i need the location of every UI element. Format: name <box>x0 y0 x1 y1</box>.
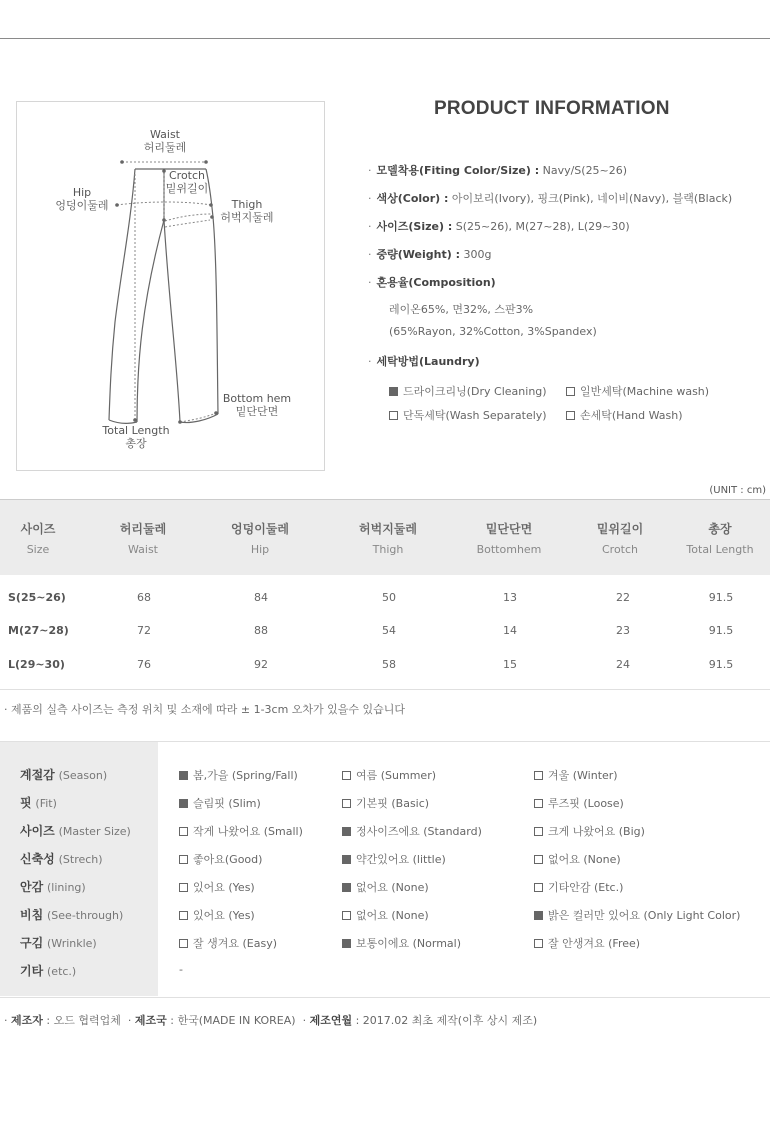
etc-label: 기타 (etc.) <box>20 964 77 978</box>
laundry-wash-separately: 단독세탁(Wash Separately) <box>389 409 547 423</box>
fit-option: 루즈핏 (Loose) <box>534 795 624 811</box>
header-bottomhem-en: Bottomhem <box>476 543 542 556</box>
total-length-cell: 91.5 <box>708 624 734 637</box>
thigh-cell: 58 <box>382 658 396 671</box>
header-waist-ko: 허리둘레 <box>119 522 167 536</box>
see-through-option: 없어요 (None) <box>342 907 429 923</box>
product-info-title: PRODUCT INFORMATION <box>434 98 670 119</box>
header-bottomhem-ko: 밑단단면 <box>485 522 533 536</box>
color-row: · 색상(Color) : 아이보리(Ivory), 핑크(Pink), 네이비(Navy), 블랙(Black) <box>368 192 733 205</box>
unchecked-box-icon <box>566 387 575 396</box>
bottomhem-cell: 14 <box>503 624 517 637</box>
bottom-hem-label: Bottom hem 밑단단면 <box>222 392 292 418</box>
master-size-label: 사이즈 (Master Size) <box>20 824 131 838</box>
size-table-header <box>0 500 770 575</box>
laundry-machine-wash: 일반세탁(Machine wash) <box>566 385 709 399</box>
hip-cell: 84 <box>254 591 268 604</box>
header-crotch-en: Crotch <box>601 543 639 556</box>
fit-label: 핏 (Fit) <box>20 796 57 810</box>
stretch-option: 없어요 (None) <box>534 851 621 867</box>
master-size-option: 작게 나왔어요 (Small) <box>179 823 303 839</box>
unchecked-box-icon <box>566 411 575 420</box>
waist-cell: 68 <box>137 591 151 604</box>
unchecked-box-icon <box>534 827 543 836</box>
checked-box-icon <box>179 771 188 780</box>
unchecked-box-icon <box>179 855 188 864</box>
crotch-cell: 23 <box>616 624 630 637</box>
bottomhem-cell: 13 <box>503 591 517 604</box>
stretch-label: 신축성 (Strech) <box>20 852 103 866</box>
size-cell: M(27~28) <box>8 624 69 637</box>
waist-label: Waist 허리둘레 <box>143 128 187 154</box>
see-through-option: 밝은 컬러만 있어요 (Only Light Color) <box>534 907 740 923</box>
attr-bottom-rule <box>0 997 770 998</box>
header-size-en: Size <box>26 543 50 556</box>
unchecked-box-icon <box>342 911 351 920</box>
laundry-row: · 세탁방법(Laundry) <box>368 355 480 368</box>
total-length-label: Total Length 총장 <box>102 424 170 450</box>
size-cell: S(25~26) <box>8 591 66 604</box>
checked-box-icon <box>389 387 398 396</box>
header-thigh-en: Thigh <box>372 543 404 556</box>
hip-cell: 92 <box>254 658 268 671</box>
hip-cell: 88 <box>254 624 268 637</box>
lining-option: 없어요 (None) <box>342 879 429 895</box>
checked-box-icon <box>342 855 351 864</box>
measurement-diagram <box>16 101 325 471</box>
unchecked-box-icon <box>534 799 543 808</box>
laundry-hand-wash: 손세탁(Hand Wash) <box>566 409 683 423</box>
crotch-label: Crotch 밑위길이 <box>165 169 209 195</box>
composition-korean: 레이온65%, 면32%, 스판3% <box>389 303 534 316</box>
lining-option: 있어요 (Yes) <box>179 879 255 895</box>
thigh-cell: 54 <box>382 624 396 637</box>
lining-option: 기타안감 (Etc.) <box>534 879 623 895</box>
header-total-length-ko: 총장 <box>708 522 732 536</box>
checked-box-icon <box>342 827 351 836</box>
composition-row: · 혼용율(Composition) <box>368 276 496 289</box>
thigh-cell: 50 <box>382 591 396 604</box>
header-hip-ko: 엉덩이둘레 <box>231 522 289 536</box>
date-value: : 2017.02 최초 제작(이후 상시 제조) <box>355 1014 538 1027</box>
size-row: · 사이즈(Size) : S(25~26), M(27~28), L(29~30) <box>368 220 630 233</box>
size-cell: L(29~30) <box>8 658 65 671</box>
size-tolerance-note: · 제품의 실측 사이즈는 측정 위치 및 소재에 따라 ± 1-3cm 오차가 있을수 있습니다 <box>4 703 406 716</box>
checked-box-icon <box>179 799 188 808</box>
date-label: 제조연월 <box>309 1014 353 1027</box>
country-label: 제조국 <box>134 1014 167 1027</box>
crotch-cell: 24 <box>616 658 630 671</box>
composition-english: (65%Rayon, 32%Cotton, 3%Spandex) <box>389 325 597 338</box>
etc-value: - <box>179 963 183 976</box>
maker-label: 제조자 <box>11 1014 43 1027</box>
laundry-dry-cleaning: 드라이크리닝(Dry Cleaning) <box>389 385 547 399</box>
season-option: 겨울 (Winter) <box>534 767 618 783</box>
waist-cell: 72 <box>137 624 151 637</box>
wrinkle-option: 잘 안생겨요 (Free) <box>534 935 640 951</box>
fit-option: 슬림핏 (Slim) <box>179 795 261 811</box>
thigh-label: Thigh 허벅지둘레 <box>220 198 274 224</box>
unchecked-box-icon <box>534 771 543 780</box>
season-option: 여름 (Summer) <box>342 767 436 783</box>
bottomhem-cell: 15 <box>503 658 517 671</box>
top-divider <box>0 38 770 39</box>
crotch-cell: 22 <box>616 591 630 604</box>
lining-label: 안감 (lining) <box>20 880 86 894</box>
maker-value: : 오드 협력업체 <box>46 1014 121 1027</box>
unchecked-box-icon <box>534 939 543 948</box>
table-top-rule <box>0 499 770 500</box>
master-size-option: 크게 나왔어요 (Big) <box>534 823 645 839</box>
unchecked-box-icon <box>534 855 543 864</box>
unchecked-box-icon <box>179 883 188 892</box>
unchecked-box-icon <box>342 799 351 808</box>
unchecked-box-icon <box>179 911 188 920</box>
checked-box-icon <box>534 911 543 920</box>
season-label: 계절감 (Season) <box>20 768 108 782</box>
country-value: : 한국(MADE IN KOREA) <box>170 1014 296 1027</box>
see-through-option: 있어요 (Yes) <box>179 907 255 923</box>
total-length-cell: 91.5 <box>708 658 734 671</box>
header-hip-en: Hip <box>250 543 270 556</box>
checked-box-icon <box>342 883 351 892</box>
total-length-cell: 91.5 <box>708 591 734 604</box>
unchecked-box-icon <box>342 771 351 780</box>
wrinkle-label: 구김 (Wrinkle) <box>20 936 97 950</box>
see-through-label: 비침 (See-through) <box>20 908 124 922</box>
weight-row: · 중량(Weight) : 300g <box>368 248 492 261</box>
season-option: 봄,가을 (Spring/Fall) <box>179 767 298 783</box>
wrinkle-option: 보통이에요 (Normal) <box>342 935 461 951</box>
stretch-option: 좋아요(Good) <box>179 851 262 867</box>
header-waist-en: Waist <box>127 543 158 556</box>
wrinkle-option: 잘 생겨요 (Easy) <box>179 935 277 951</box>
unchecked-box-icon <box>179 827 188 836</box>
model-fit-row: · 모델착용(Fiting Color/Size) : Navy/S(25~26) <box>368 164 628 177</box>
header-total-length-en: Total Length <box>686 543 754 556</box>
master-size-option: 정사이즈에요 (Standard) <box>342 823 482 839</box>
header-size-ko: 사이즈 <box>20 522 56 536</box>
unit-label: (UNIT : cm) <box>709 485 766 496</box>
unchecked-box-icon <box>534 883 543 892</box>
unchecked-box-icon <box>179 939 188 948</box>
waist-cell: 76 <box>137 658 151 671</box>
header-crotch-ko: 밑위길이 <box>596 522 644 536</box>
hip-label: Hip 엉덩이둘레 <box>55 186 109 212</box>
stretch-option: 약간있어요 (little) <box>342 851 446 867</box>
checked-box-icon <box>342 939 351 948</box>
fit-option: 기본핏 (Basic) <box>342 795 429 811</box>
table-bottom-rule <box>0 689 770 690</box>
unchecked-box-icon <box>389 411 398 420</box>
manufacturer-info: · 제조자 : 오드 협력업체 · 제조국 : 한국(MADE IN KOREA) · 제조연월 : 2017.02 최초 제작(이후 상시 제조) <box>4 1014 538 1027</box>
header-thigh-ko: 허벅지둘레 <box>359 522 417 536</box>
